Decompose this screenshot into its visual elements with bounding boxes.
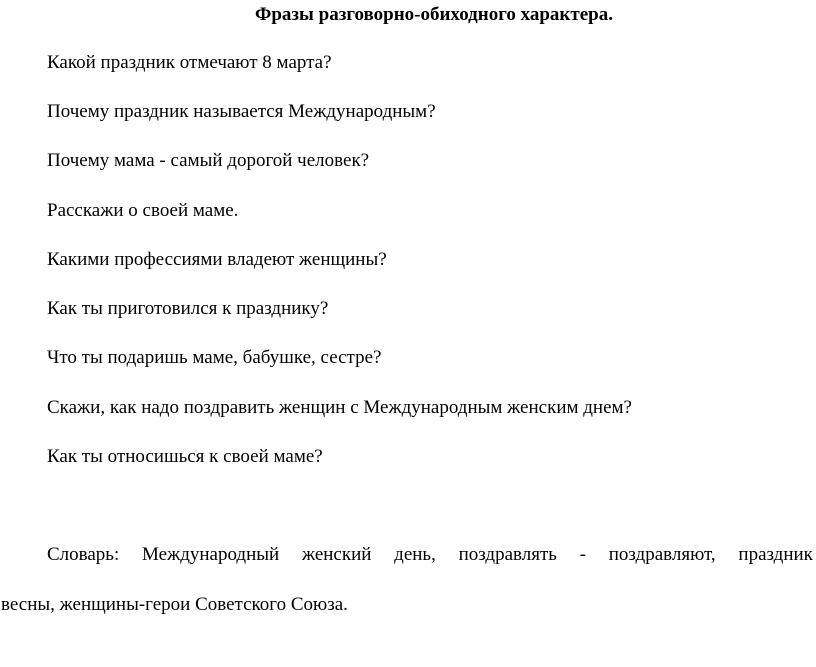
question-7: Что ты подаришь маме, бабушке, сестре? xyxy=(47,347,382,368)
question-2: Почему праздник называется Международным? xyxy=(47,101,436,122)
vocabulary-line-1 xyxy=(47,543,813,567)
question-8: Скажи, как надо поздравить женщин с Международным женским днем? xyxy=(47,397,632,418)
question-6: Как ты приготовился к празднику? xyxy=(47,298,329,319)
question-5: Какими профессиями владеют женщины? xyxy=(47,249,387,270)
vocab-word: Словарь: xyxy=(47,544,120,565)
vocab-word: - xyxy=(579,544,586,565)
page-title: Фразы разговорно-обиходного характера. xyxy=(255,4,613,25)
vocab-word: поздравлять xyxy=(458,544,557,565)
vocabulary-line-2: весны, женщины-герои Советского Союза. xyxy=(1,594,348,615)
question-9: Как ты относишься к своей маме? xyxy=(47,446,323,467)
question-4: Расскажи о своей маме. xyxy=(47,200,239,221)
vocab-word: женский xyxy=(301,544,372,565)
question-3: Почему мама - самый дорогой человек? xyxy=(47,150,370,171)
vocab-word: день, xyxy=(394,544,436,565)
vocab-word: Международный xyxy=(142,544,280,565)
vocab-word: праздник xyxy=(738,544,813,565)
vocab-word: поздравляют, xyxy=(608,544,716,565)
question-1: Какой праздник отмечают 8 марта? xyxy=(47,52,332,73)
